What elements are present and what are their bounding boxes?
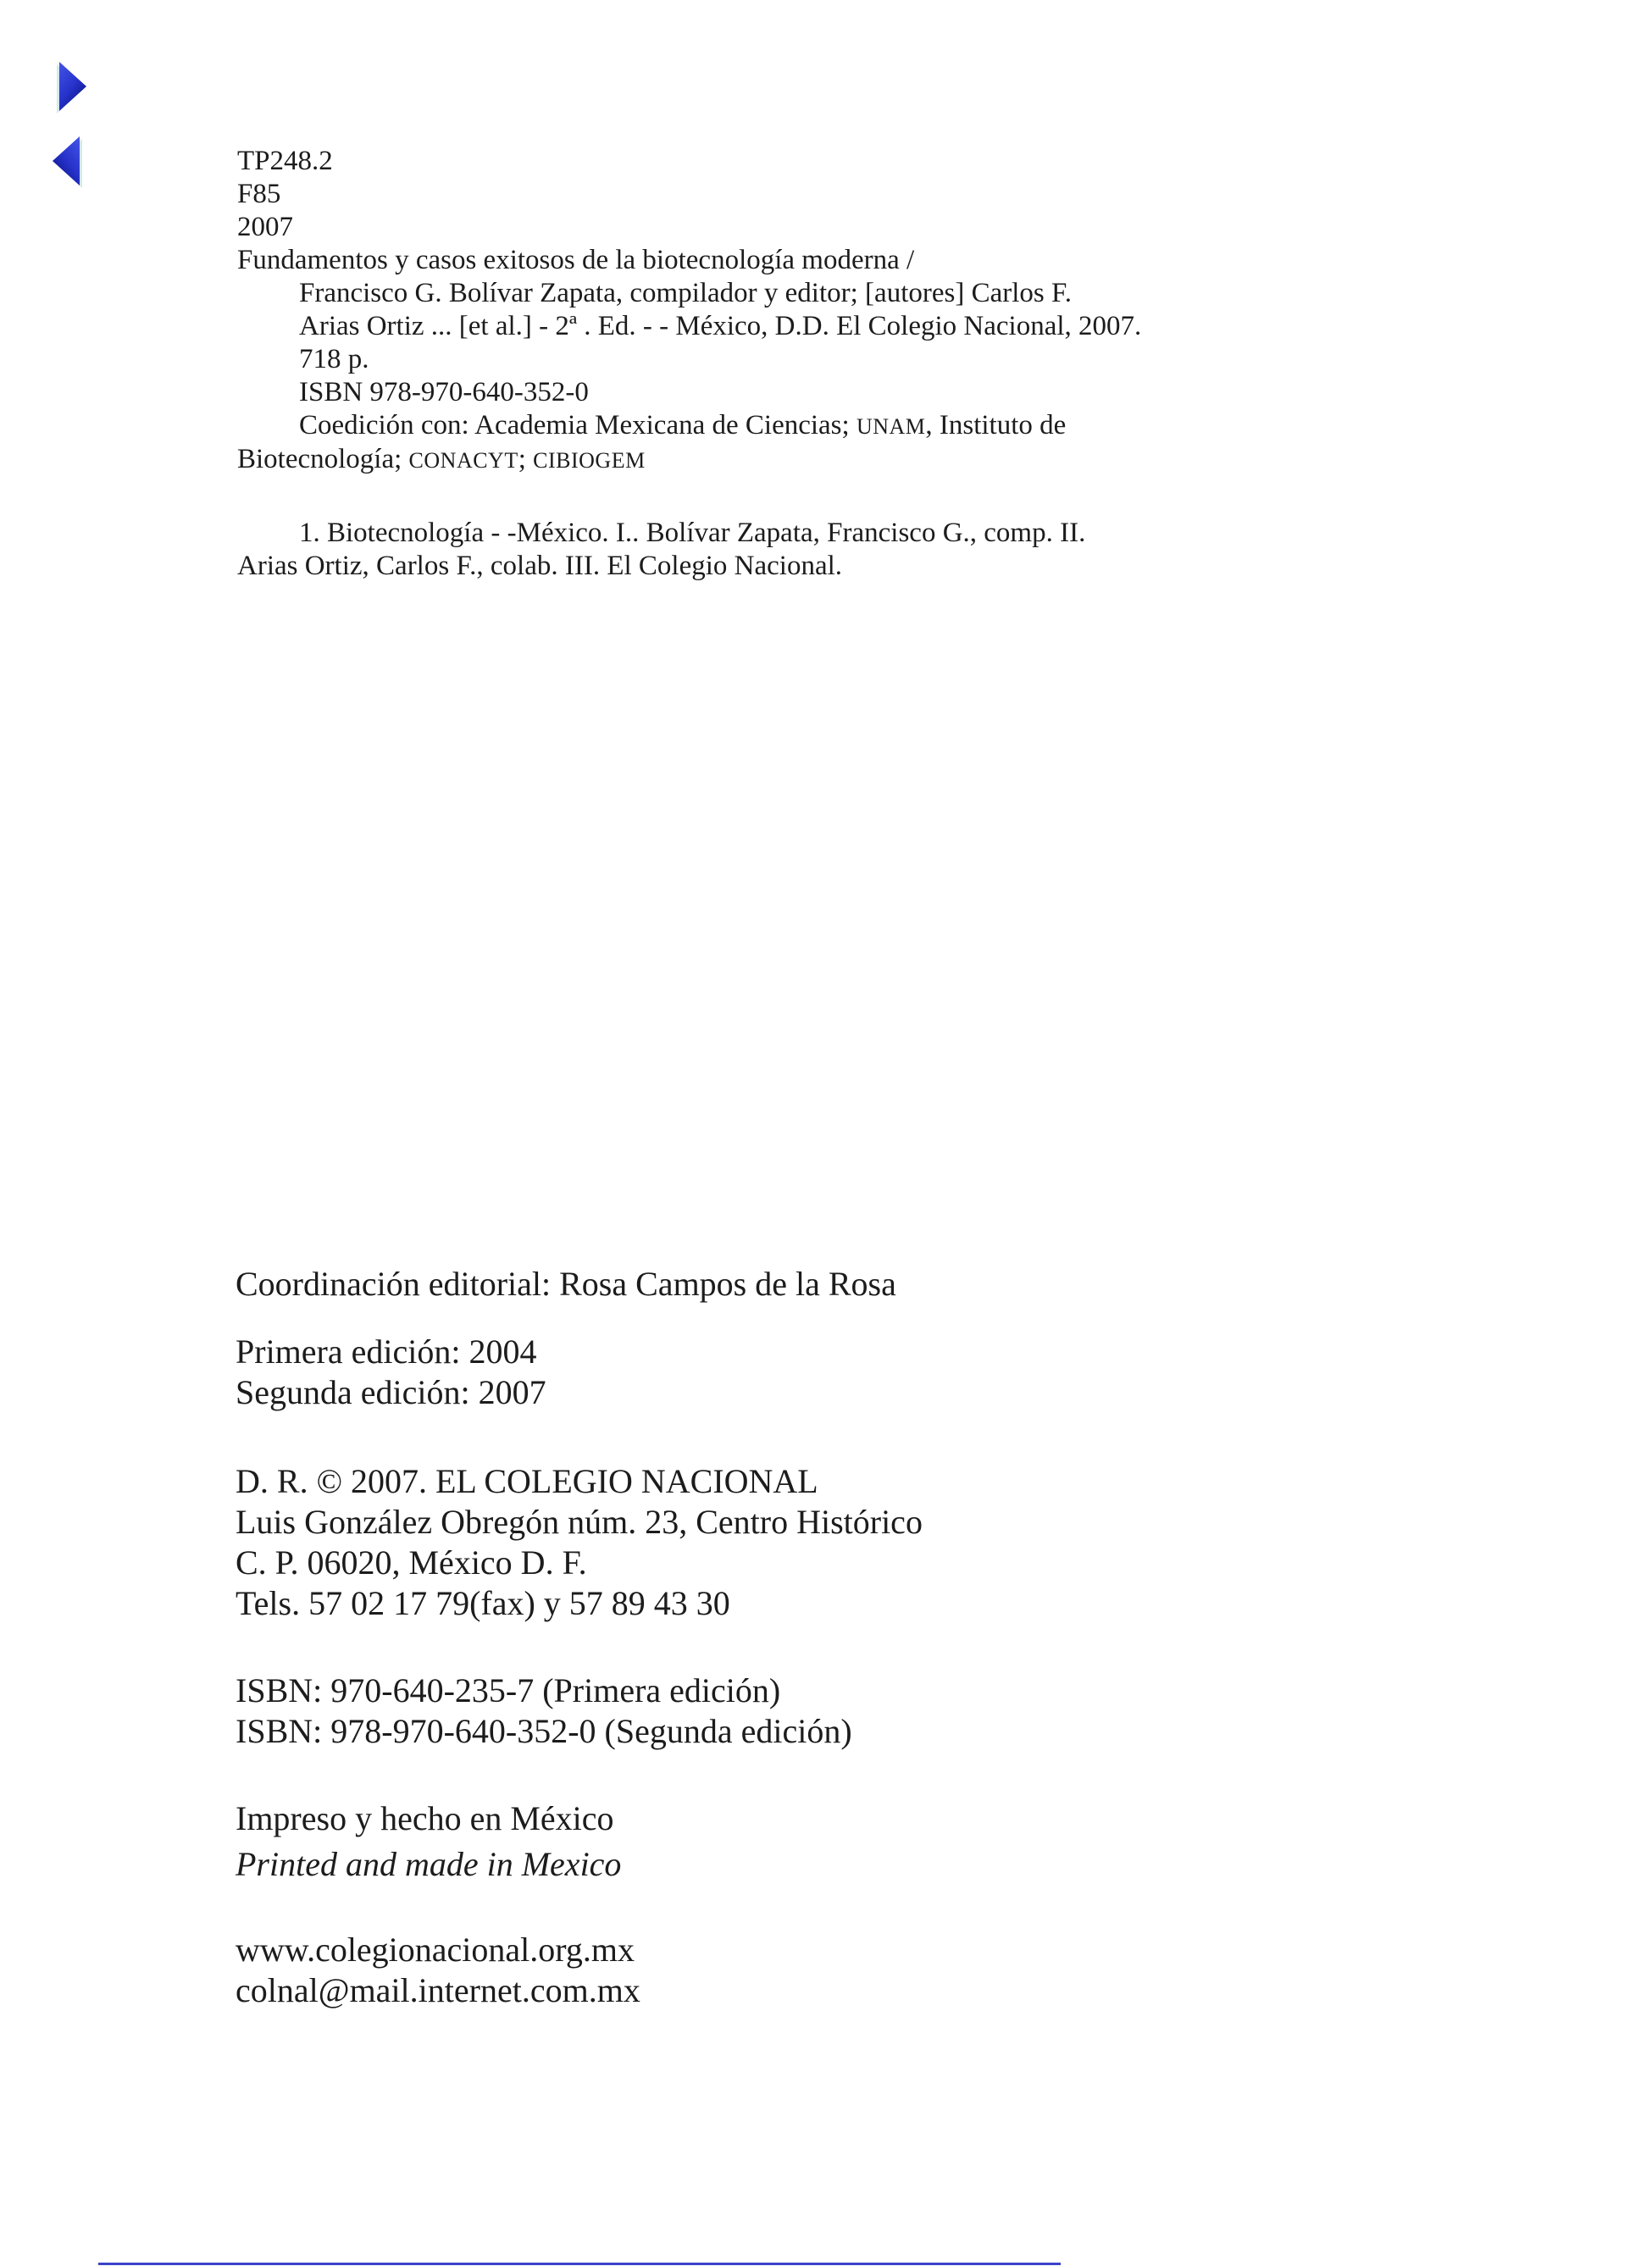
catalog-pagination: 718 p. xyxy=(299,344,369,374)
coedition-text-post: , Instituto de xyxy=(925,410,1067,440)
coedition2-text: Biotecnología; xyxy=(237,444,409,474)
isbn-second-edition: ISBN: 978-970-640-352-0 (Segunda edición) xyxy=(236,1712,852,1750)
printed-in-mexico-en: Printed and made in Mexico xyxy=(236,1845,622,1883)
coordination-line: Coordinación editorial: Rosa Campos de la Rosa xyxy=(236,1265,896,1303)
unam-acronym: UNAM xyxy=(856,414,926,439)
printed-in-mexico-es: Impreso y hecho en México xyxy=(236,1799,614,1837)
publisher-website: www.colegionacional.org.mx xyxy=(236,1931,635,1969)
previous-triangle-icon xyxy=(49,132,86,191)
publisher-info xyxy=(236,1461,923,1624)
call-number-cutter: F85 xyxy=(237,179,281,209)
printed-notice xyxy=(236,1796,621,1887)
cibiogem-acronym: CIBIOGEM xyxy=(533,448,646,473)
editorial-coordination xyxy=(236,1264,896,1305)
catalog-record xyxy=(237,145,1141,583)
call-number-class: TP248.2 xyxy=(237,146,333,176)
call-number-year: 2007 xyxy=(237,212,293,242)
publisher-email: colnal@mail.internet.com.mx xyxy=(236,1971,640,2009)
previous-page-button[interactable] xyxy=(49,132,86,191)
copyright-line: D. R. © 2007. EL COLEGIO NACIONAL xyxy=(236,1462,818,1500)
address-line-2: C. P. 06020, México D. F. xyxy=(236,1543,587,1582)
catalog-coedition-line-2 xyxy=(237,443,1141,477)
coedition-text: Coedición con: Academia Mexicana de Ciencias; xyxy=(299,410,856,440)
catalog-coedition-line-1 xyxy=(237,409,1141,443)
contact-info xyxy=(236,1930,640,2011)
second-edition-line: Segunda edición: 2007 xyxy=(236,1373,546,1411)
bottom-rule xyxy=(98,2263,1061,2265)
isbn-first-edition: ISBN: 970-640-235-7 (Primera edición) xyxy=(236,1671,781,1709)
edition-dates xyxy=(236,1332,546,1413)
isbn-list xyxy=(236,1670,852,1752)
catalog-title: Fundamentos y casos exitosos de la biotecnología moderna / xyxy=(237,245,915,275)
next-page-button[interactable] xyxy=(53,58,90,117)
conacyt-acronym: CONACYT xyxy=(408,448,518,473)
catalog-isbn: ISBN 978-970-640-352-0 xyxy=(299,377,589,407)
address-line-1: Luis González Obregón núm. 23, Centro Histórico xyxy=(236,1503,923,1541)
catalog-tracing-2: Arias Ortiz, Carlos F., colab. III. El Colegio Nacional. xyxy=(237,551,843,581)
phones-line: Tels. 57 02 17 79(fax) y 57 89 43 30 xyxy=(236,1584,730,1622)
next-triangle-icon xyxy=(53,58,90,117)
catalog-tracing-1: 1. Biotecnología - -México. I.. Bolívar Zapata, Francisco G., comp. II. xyxy=(299,518,1086,548)
first-edition-line: Primera edición: 2004 xyxy=(236,1332,537,1371)
catalog-statement-1: Francisco G. Bolívar Zapata, compilador y editor; [autores] Carlos F. xyxy=(299,278,1072,308)
catalog-statement-2: Arias Ortiz ... [et al.] - 2ª . Ed. - - México, D.D. El Colegio Nacional, 2007. xyxy=(299,311,1142,341)
coedition2-separator: ; xyxy=(518,444,534,474)
